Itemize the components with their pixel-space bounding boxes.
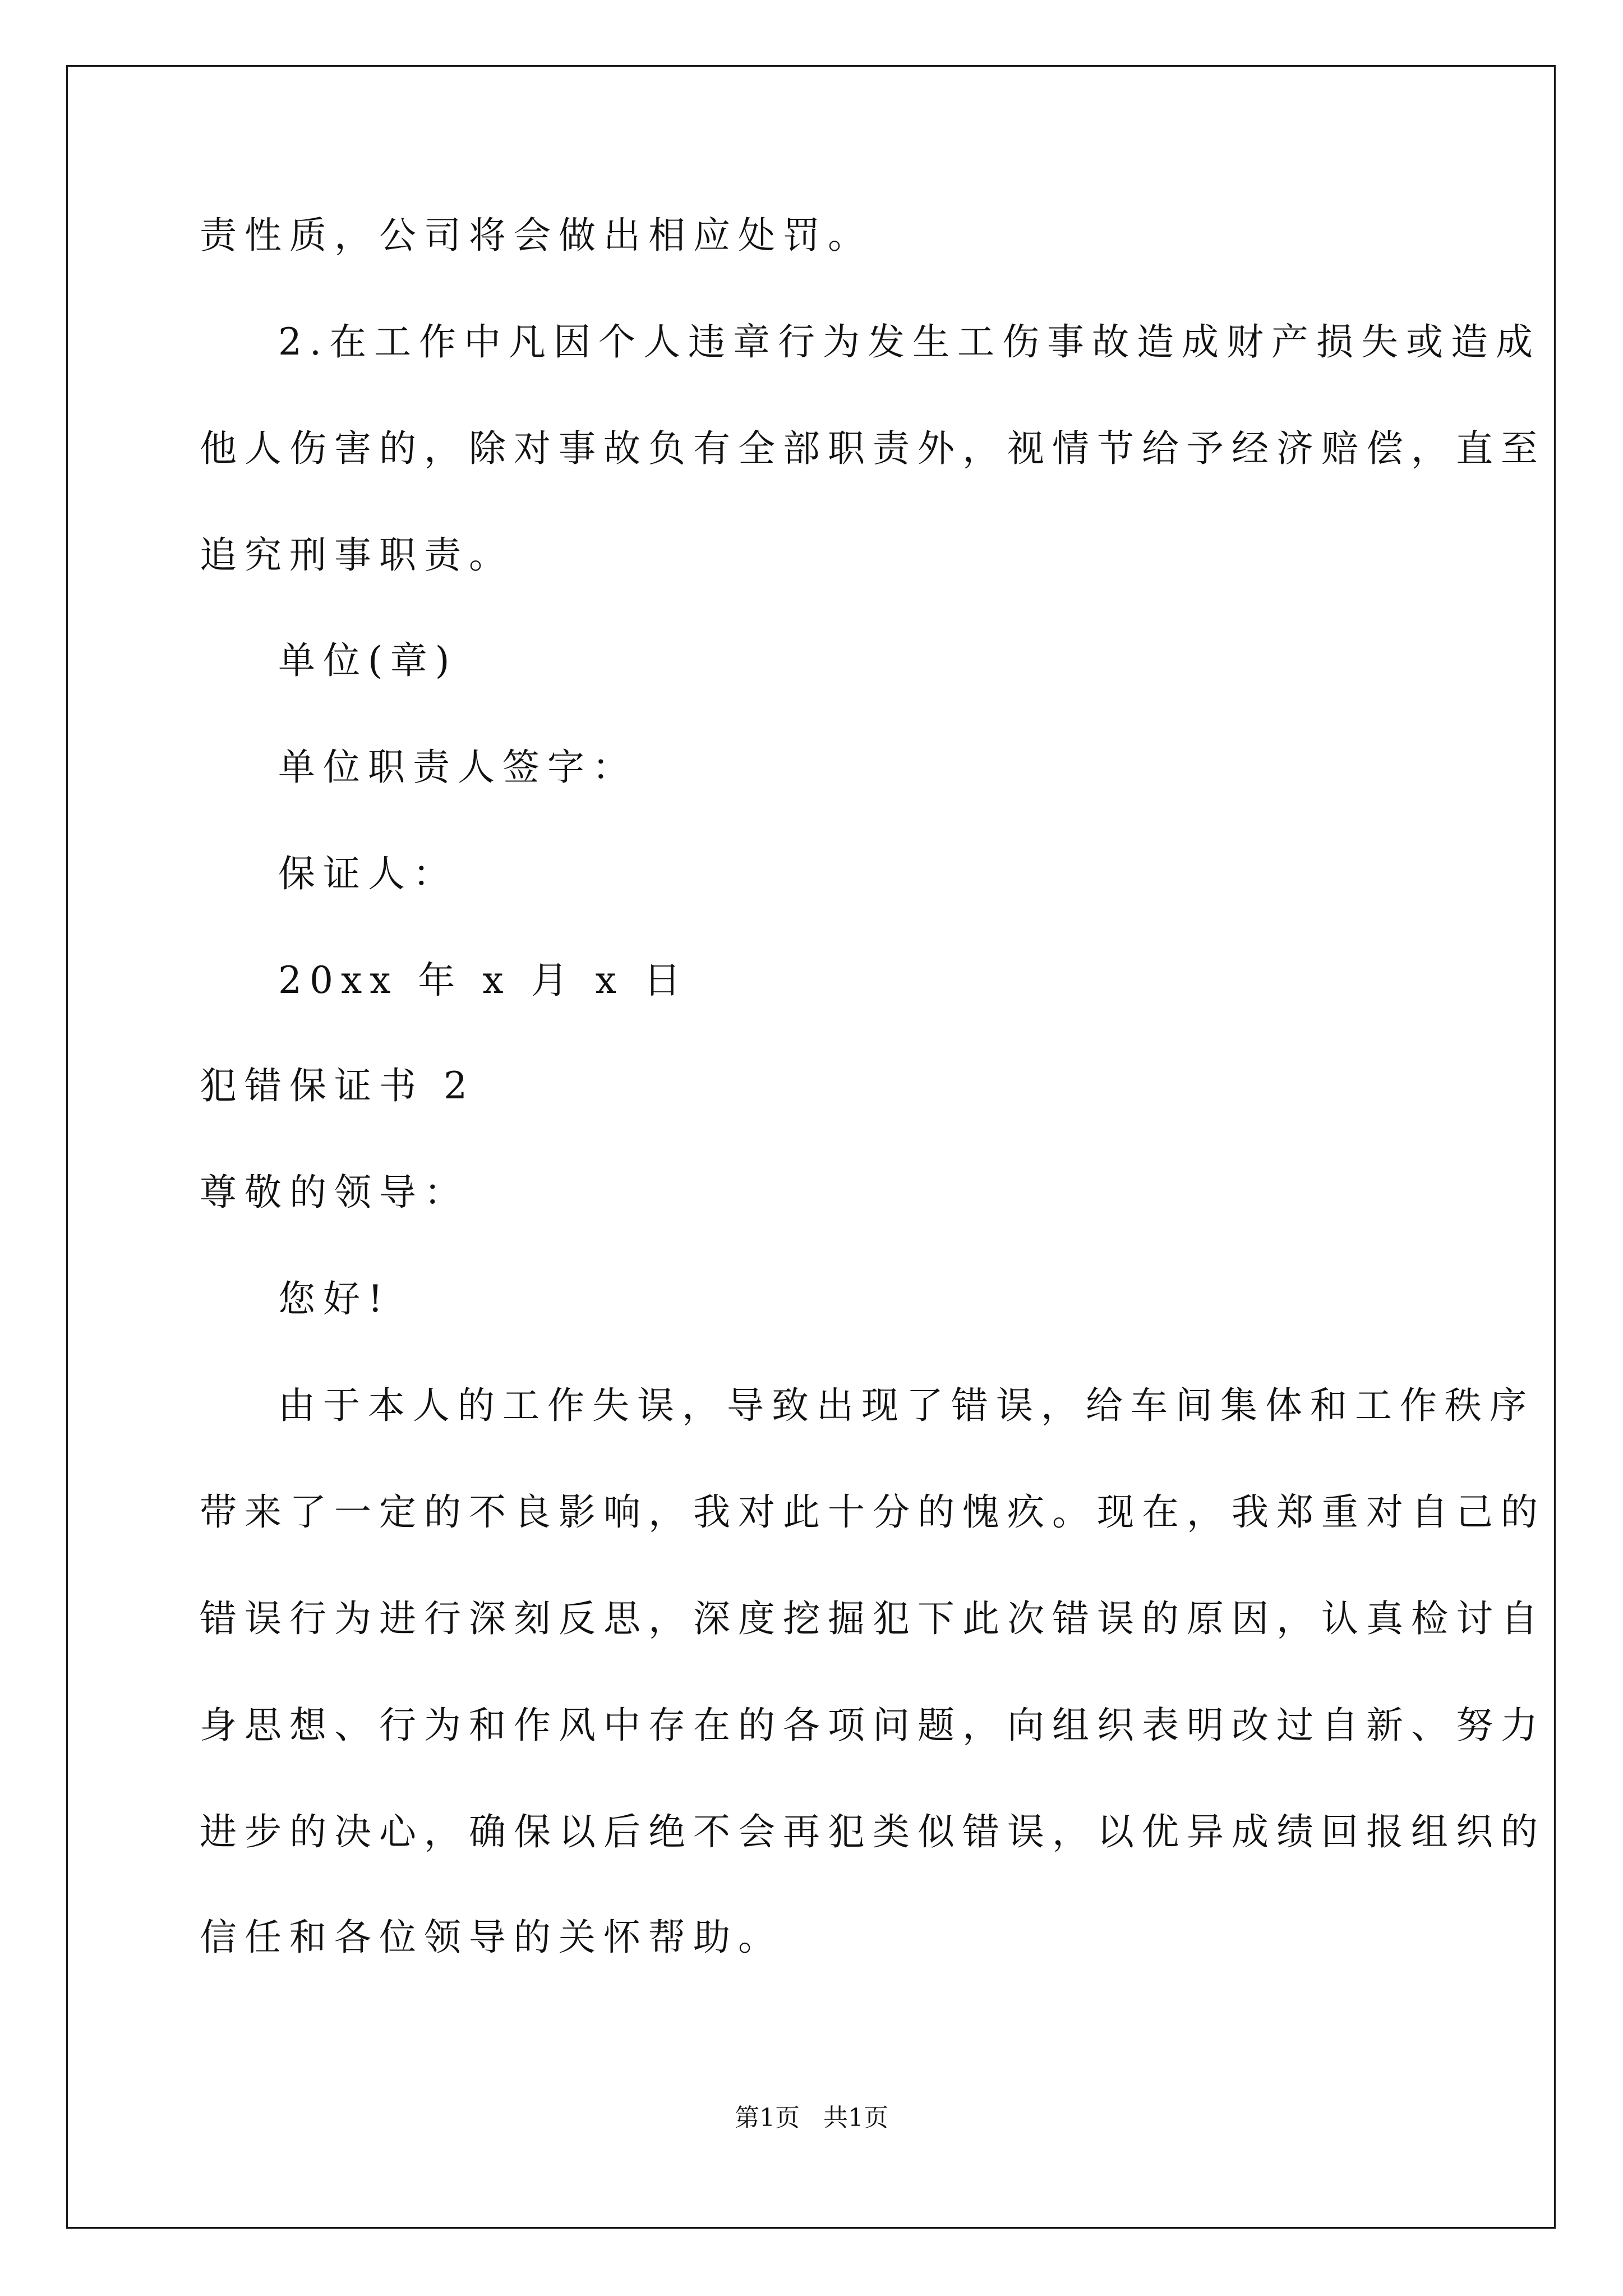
- text-line: 带来了一定的不良影响，我对此十分的愧疚。现在，我郑重对自己的: [200, 1490, 1546, 1534]
- greeting: 您好!: [278, 1277, 391, 1320]
- text-line: 信任和各位领导的关怀帮助。: [200, 1916, 783, 1959]
- text-line: 保证人：: [278, 852, 458, 895]
- text-line: 身思想、行为和作风中存在的各项问题，向组织表明改过自新、努力: [200, 1704, 1546, 1747]
- text-line: 责性质，公司将会做出相应处罚。: [200, 214, 873, 257]
- salutation: 尊敬的领导：: [200, 1171, 469, 1214]
- page-footer: 第1页 共1页: [735, 2104, 888, 2132]
- text-line: 他人伤害的，除对事故负有全部职责外，视情节给予经济赔偿，直至: [200, 427, 1546, 470]
- text-line: 单位职责人签字：: [278, 746, 637, 789]
- text-line: 单位(章): [278, 639, 458, 682]
- section-title: 犯错保证书 2: [200, 1064, 475, 1107]
- text-line: 2.在工作中凡因个人违章行为发生工伤事故造成财产损失或造成: [278, 320, 1541, 364]
- text-line: 错误行为进行深刻反思，深度挖掘犯下此次错误的原因，认真检讨自: [200, 1597, 1546, 1640]
- text-line: 由于本人的工作失误，导致出现了错误，给车间集体和工作秩序: [278, 1384, 1534, 1427]
- date-line: 20xx 年 x 月 x 日: [278, 959, 689, 1002]
- text-line: 进步的决心，确保以后绝不会再犯类似错误，以优异成绩回报组织的: [200, 1810, 1546, 1853]
- text-line: 追究刑事职责。: [200, 533, 514, 577]
- page-border: [66, 65, 1556, 2229]
